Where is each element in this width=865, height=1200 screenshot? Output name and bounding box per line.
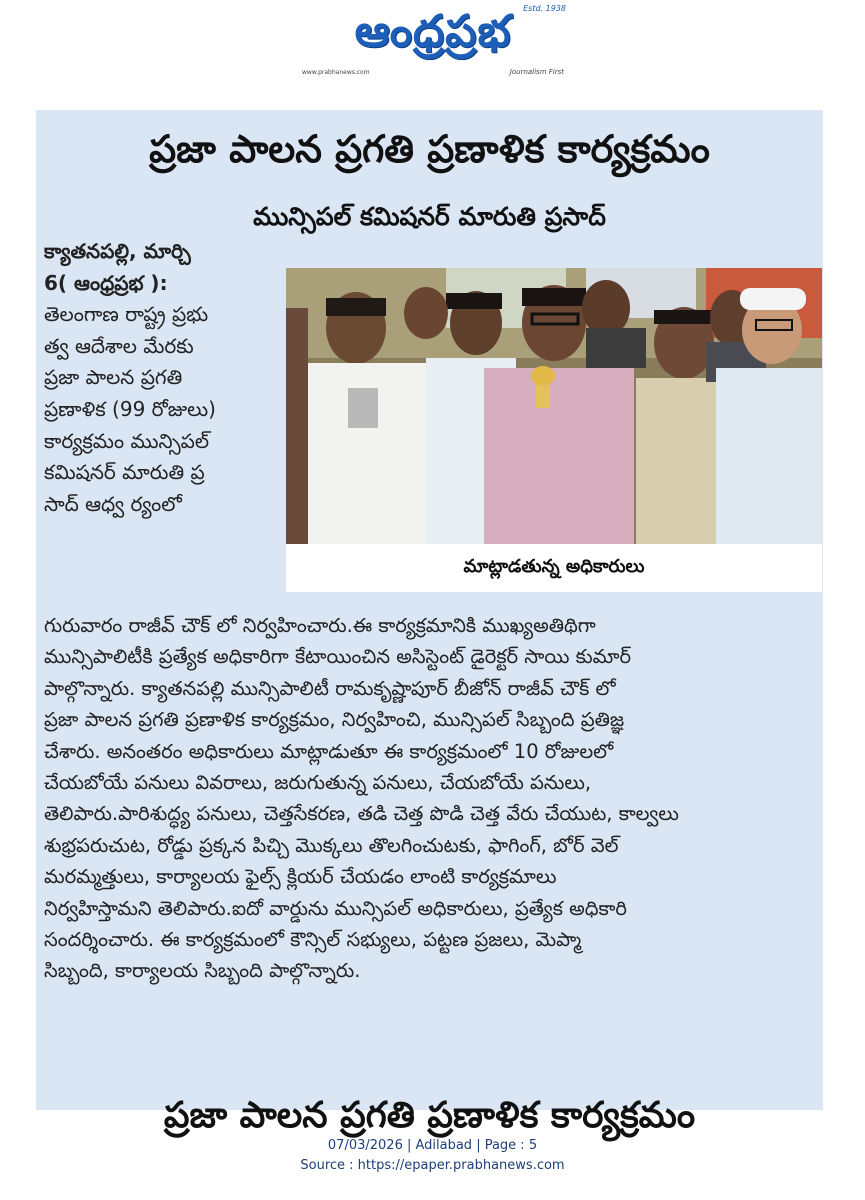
body-line: సందర్శించారు. ఈ కార్యక్రమంలో కౌన్సిల్ సభ్యులు, పట్టణ ప్రజలు, మెప్మా [44, 928, 582, 952]
masthead [0, 0, 865, 86]
edition-info: 07/03/2026 | Adilabad | Page : 5 [327, 1138, 538, 1153]
body-line: చేయబోయే పనులు వివరాలు, జరుగుతున్న పనులు, చేయబోయే పనులు, [44, 771, 592, 795]
article-subheadline: మున్సిపల్ కమిషనర్ మారుతి ప్రసాద్ [253, 202, 606, 231]
body-line: శుభ్రపరుచుట, రోడ్డు ప్రక్కన పిచ్చి మొక్కలు తొలగించుటకు, ఫాగింగ్, బోర్ వెల్ [44, 833, 619, 857]
logo-wordmark: ఆంధ్రప్రభ [354, 6, 512, 57]
lead-line: సాద్ ఆధ్వ ర్యంలో [44, 491, 182, 516]
logo-established: Estd. 1938 [523, 4, 566, 13]
lead-line: కమిషనర్ మారుతి ప్ర [44, 460, 205, 485]
article-photo [286, 268, 822, 544]
logo-url: www.prabhanews.com [302, 69, 370, 76]
lead-line: త్వ ఆదేశాల మేరకు [44, 333, 194, 358]
article-lead-column [44, 236, 287, 520]
body-line: మున్సిపాలిటీకి ప్రత్యేక అధికారిగా కేటాయించిన అసిస్టెంట్ డైరెక్టర్ సాయి కుమార్ [44, 645, 632, 669]
photo-caption: మాట్లాడతున్న అధికారులు [286, 544, 822, 592]
newspaper-logo [300, 6, 566, 76]
body-line: సిబ్బంది, కార్యాలయ సిబ్బంది పాల్గొన్నారు. [44, 959, 361, 983]
body-line: పాల్గొన్నారు. క్యాతనపల్లి మున్సిపాలిటీ రామకృష్ణాపూర్ బీజోన్ రాజీవ్ చౌక్ లో [44, 676, 616, 700]
body-line: మరమ్మత్తులు, కార్యాలయ ఫైల్స్ క్లియర్ చేయడం లాంటి కార్యక్రమాలు [44, 865, 557, 889]
article-headline: ప్రజా పాలన ప్రగతి ప్రణాళిక కార్యక్రమం [149, 127, 710, 171]
body-line: నిర్వహిస్తామని తెలిపారు.ఐదో వార్డును మున్సిపల్ అధికారులు, ప్రత్యేక అధికారి [44, 896, 627, 920]
body-line: చేశారు. అనంతరం అధికారులు మాట్లాడుతూ ఈ కార్యక్రమంలో 10 రోజులలో [44, 739, 614, 763]
dateline: 6( ఆంధ్రప్రభ ): [44, 270, 168, 295]
dateline: క్యాతనపల్లి, మార్చి [44, 239, 191, 263]
page-footer [0, 1136, 865, 1176]
body-line: గురువారం రాజీవ్ చౌక్ లో నిర్వహించారు.ఈ కార్యక్రమానికి ముఖ్యఅతిథిగా [44, 614, 596, 637]
body-line: తెలిపారు.పారిశుద్ధ్య పనులు, చెత్తసేకరణ, తడి చెత్త పొడి చెత్త వేరు చేయుట, కాల్వలు [44, 802, 679, 826]
next-article-headline-partial: ప్రజా పాలన ప్రగతి ప్రణాళిక కార్యక్రమం [163, 1095, 696, 1136]
logo-tagline: Journalism First [509, 68, 564, 76]
article-body [44, 610, 819, 987]
lead-line: ప్రజా పాలన ప్రగతి [44, 365, 183, 390]
lead-line: తెలంగాణ రాష్ట్ర ప్రభు [44, 302, 209, 327]
lead-line: కార్యక్రమం మున్సిపల్ [44, 428, 209, 453]
news-clipping [36, 110, 823, 1136]
source-link[interactable]: Source : https://epaper.prabhanews.com [300, 1158, 565, 1173]
body-line: ప్రజా పాలన ప్రగతి ప్రణాళిక కార్యక్రమం, నిర్వహించి, మున్సిపల్ సిబ్బంది ప్రతిజ్ఞ [44, 708, 625, 732]
lead-line: ప్రణాళిక (99 రోజులు) [44, 396, 216, 421]
